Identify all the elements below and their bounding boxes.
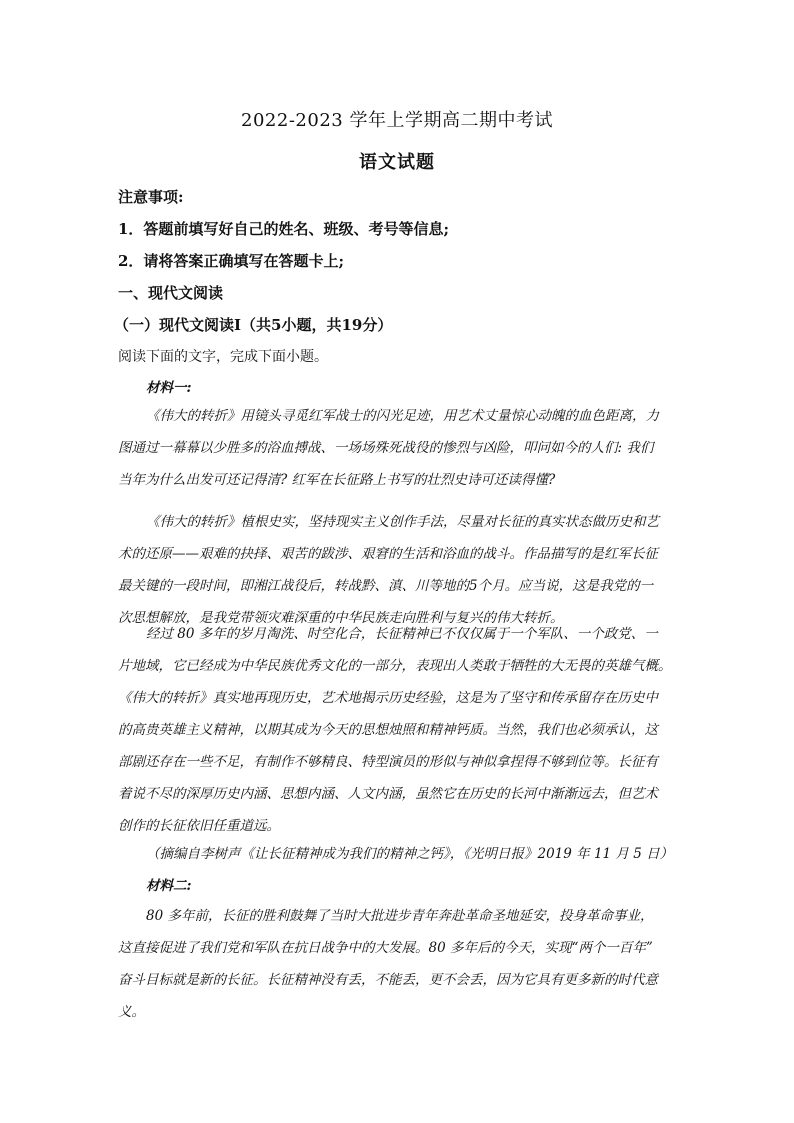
material-1-paragraph-2 <box>118 506 678 634</box>
text-line: 《伟大的转折》真实地再现历史，艺术地揭示历史经验，这是为了坚守和传承留存在历史中 <box>118 690 658 706</box>
text-line: 部剧还存在一些不足，有制作不够精良、特型演员的形似与神似拿捏得不够到位等。长征有 <box>118 754 658 770</box>
material-1-paragraph-1 <box>118 400 678 496</box>
section-heading: 一、现代文阅读 <box>118 284 224 302</box>
text-line: 最关键的一段时间，即湘江战役后，转战黔、滇、川等地的5个月。应当说，这是我党的一 <box>118 578 654 594</box>
text-line: 《伟大的转折》植根史实，坚持现实主义创作手法，尽量对长征的真实状态做历史和艺 <box>146 514 659 530</box>
notes-item-1: 1．答题前填写好自己的姓名、班级、考号等信息; <box>118 220 449 238</box>
text-line: 创作的长征依旧任重道远。 <box>118 818 280 834</box>
text-line: 经过 80 多年的岁月淘洗、时空化合，长征精神已不仅仅属于一个军队、一个政党、一 <box>146 626 658 642</box>
text-line: 义。 <box>118 1004 145 1020</box>
material-1-paragraph-3 <box>118 618 678 842</box>
text-line: 片地域，它已经成为中华民族优秀文化的一部分，表现出人类敢于牺牲的大无畏的英雄气概。 <box>118 658 672 674</box>
material-2-label: 材料二: <box>146 878 192 894</box>
notes-item-2: 2．请将答案正确填写在答题卡上; <box>118 252 344 270</box>
text-line: 奋斗目标就是新的长征。长征精神没有丢，不能丢，更不会丢，因为它具有更多新的时代意 <box>118 972 658 988</box>
exam-title: 2022-2023 学年上学期高二期中考试 <box>241 110 553 131</box>
section-instruction: 阅读下面的文字，完成下面小题。 <box>118 349 328 365</box>
text-line: 次思想解放，是我党带领灾难深重的中华民族走向胜利与复兴的伟大转折。 <box>118 610 564 626</box>
section-subheading: （一）现代文阅读Ⅰ（共5小题，共19分） <box>114 316 393 334</box>
text-line: 的高贵英雄主义精神，以期其成为今天的思想烛照和精神钙质。当然，我们也必须承认，这 <box>118 722 658 738</box>
text-line: 当年为什么出发可还记得清? 红军在长征路上书写的壮烈史诗可还读得懂? <box>118 472 556 488</box>
text-line: 图通过一幕幕以少胜多的浴血搏战、一场场殊死战役的惨烈与凶险，叩问如今的人们: 我们 <box>118 440 654 456</box>
text-line: 术的还原——艰难的抉择、艰苦的跋涉、艰窘的生活和浴血的战斗。作品描写的是红军长征 <box>118 546 658 562</box>
notes-heading: 注意事项: <box>118 188 184 206</box>
text-line: 80 多年前，长征的胜利鼓舞了当时大批进步青年奔赴革命圣地延安，投身革命事业， <box>146 908 654 924</box>
exam-subject: 语文试题 <box>359 152 435 173</box>
text-line: 这直接促进了我们党和军队在抗日战争中的大发展。80 多年后的今天，实现“两个一百年” <box>118 940 653 956</box>
material-1-source: （摘编自李树声《让长征精神成为我们的精神之钙》，《光明日报》2019 年 11 月 5 日） <box>146 846 674 862</box>
material-1-label: 材料一: <box>146 380 192 396</box>
text-line: 《伟大的转折》用镜头寻觅红军战士的闪光足迹，用艺术丈量惊心动魄的血色距离，力 <box>146 408 659 424</box>
material-2-paragraph-1 <box>118 900 678 1028</box>
text-line: 着说不尽的深厚历史内涵、思想内涵、人文内涵，虽然它在历史的长河中渐渐远去，但艺术 <box>118 786 658 802</box>
